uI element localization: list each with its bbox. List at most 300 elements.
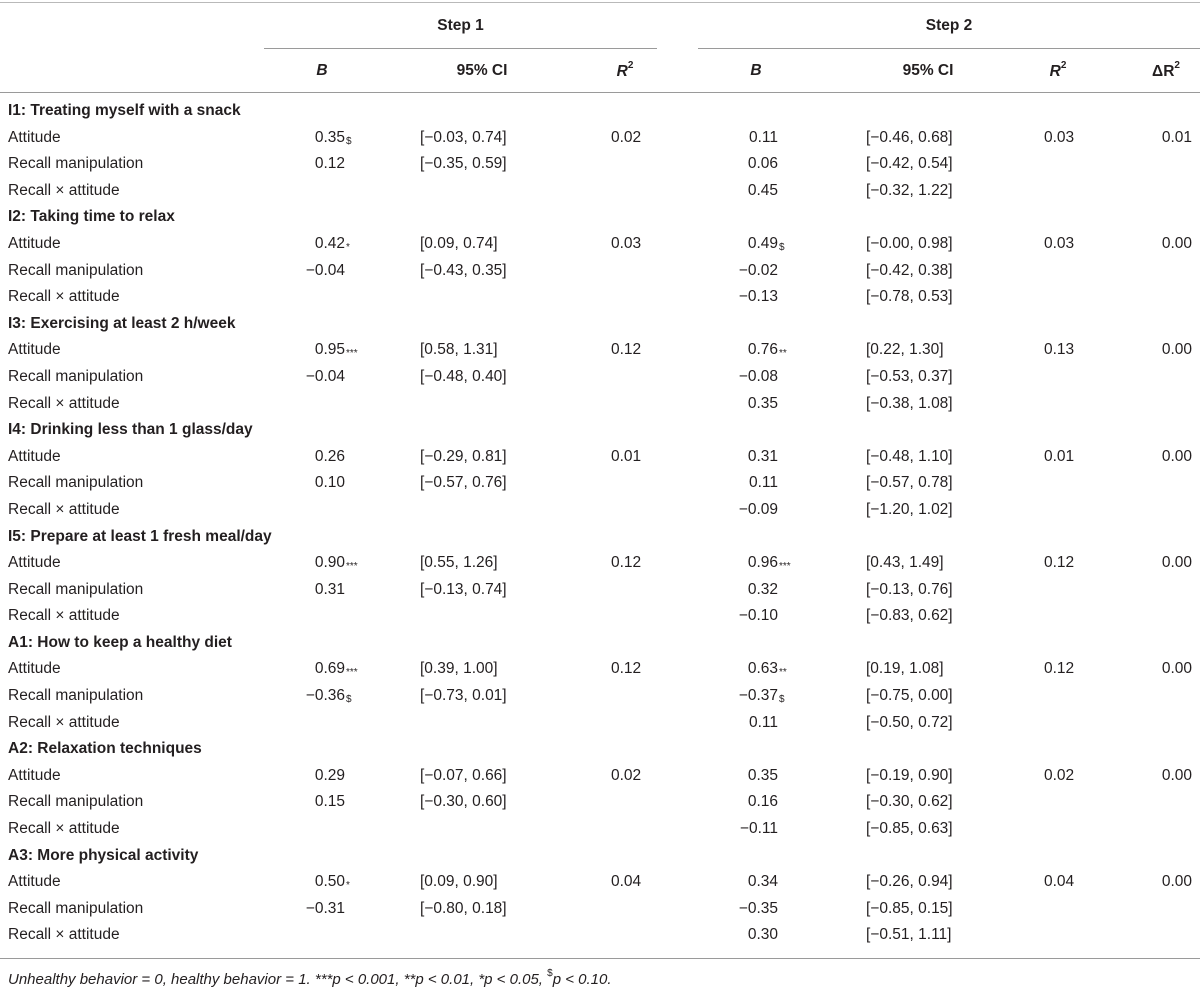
row-label <box>8 235 61 253</box>
step1-ci-cell <box>420 368 507 386</box>
group-header-row <box>0 417 1200 444</box>
step2-ci-cell <box>866 714 953 732</box>
step1-b-cell-value: −0.04 <box>305 367 345 385</box>
table-row <box>0 656 1200 683</box>
row-label <box>8 501 120 519</box>
step1-ci-cell <box>420 448 507 466</box>
step2-b-cell <box>747 660 787 679</box>
significance-marker: * <box>346 241 350 253</box>
step1-r2-cell-value: 0.12 <box>611 341 642 359</box>
step2-ci-cell-value: [−0.26, 0.94] <box>866 873 953 891</box>
step2-b-cell-value: 0.16 <box>747 793 778 811</box>
row-label-value: Attitude <box>8 660 61 678</box>
step1-ci-cell <box>420 341 498 359</box>
table-row <box>0 869 1200 896</box>
row-label <box>8 182 120 200</box>
table-top-rule <box>0 2 1200 3</box>
table-row <box>0 391 1200 418</box>
step1-ci-cell-value: [−0.30, 0.60] <box>420 793 507 811</box>
table-row <box>0 763 1200 790</box>
step1-r2-cell-value: 0.03 <box>611 234 642 252</box>
step1-ci-cell-value: [−0.07, 0.66] <box>420 766 507 784</box>
step2-b-cell <box>738 687 785 706</box>
step1-ci-cell <box>420 155 507 173</box>
step1-b-cell <box>315 155 345 173</box>
row-label-value: Attitude <box>8 554 61 572</box>
step2-r2-cell <box>1044 448 1074 466</box>
step2-ci-cell-value: [−0.38, 1.08] <box>866 394 953 412</box>
row-label <box>8 129 61 147</box>
row-label <box>8 607 120 625</box>
step2-ci-cell-value: [−0.85, 0.15] <box>866 899 953 917</box>
step2-ci-cell <box>866 182 953 200</box>
step2-b-cell <box>739 501 778 519</box>
step2-b-cell <box>748 155 778 173</box>
step1-r2-cell-value: 0.02 <box>611 766 642 784</box>
step2-b-cell-value: −0.13 <box>738 288 778 306</box>
step1-b-cell <box>306 368 345 386</box>
delta-r2-header: $\Delta R^2$ <box>1152 60 1180 81</box>
header-rule <box>0 92 1200 93</box>
row-label <box>8 155 143 173</box>
step1-b-cell <box>314 341 358 360</box>
group-title: I5: Prepare at least 1 fresh meal/day <box>8 527 272 545</box>
step1-b-cell <box>315 448 345 466</box>
step2-ci-cell <box>866 820 953 838</box>
row-label <box>8 767 61 785</box>
step1-r2-cell-value: 0.02 <box>611 128 642 146</box>
table-row <box>0 816 1200 843</box>
delta-r2-cell-value: 0.00 <box>1161 766 1192 784</box>
step1-b-cell-value: 0.10 <box>314 474 345 492</box>
step2-b-cell <box>749 474 778 492</box>
step1-b-cell <box>315 581 345 599</box>
delta-r2-cell <box>1162 767 1192 785</box>
step2-ci-cell-value: [0.43, 1.49] <box>866 554 944 572</box>
significance-marker: *** <box>346 561 358 573</box>
step2-b-cell-value: 0.63 <box>747 660 778 678</box>
group-title: A1: How to keep a healthy diet <box>8 633 232 651</box>
table-row <box>0 444 1200 471</box>
step2-ci-cell-value: [−0.78, 0.53] <box>866 288 953 306</box>
step1-ci-cell <box>420 767 507 785</box>
row-label-value: Recall manipulation <box>8 687 144 705</box>
step2-b-cell-value: 0.35 <box>747 394 778 412</box>
table-row <box>0 337 1200 364</box>
row-label-value: Attitude <box>8 341 61 359</box>
step1-ci-cell-value: [−0.03, 0.74] <box>420 128 507 146</box>
table-row <box>0 497 1200 524</box>
group-title: A2: Relaxation techniques <box>8 740 202 758</box>
row-label-value: Recall manipulation <box>8 580 144 598</box>
row-label-value: Recall manipulation <box>8 899 144 917</box>
row-label <box>8 368 143 386</box>
step1-ci-cell <box>420 873 498 891</box>
step2-b-cell-value: 0.34 <box>747 873 778 891</box>
step2-r2-cell <box>1044 873 1074 891</box>
significance-marker: $ <box>779 241 785 253</box>
table-row <box>0 125 1200 152</box>
step1-b-cell-value: 0.90 <box>314 554 345 572</box>
step1-b-cell-value: −0.31 <box>305 899 345 917</box>
step1-ci-cell-value: [−0.57, 0.76] <box>420 474 507 492</box>
step2-ci-cell <box>866 262 953 280</box>
step2-r2-cell-value: 0.12 <box>1044 554 1075 572</box>
delta-r2-cell-value: 0.00 <box>1161 341 1192 359</box>
step2-ci-cell-value: [−0.75, 0.00] <box>866 687 953 705</box>
group-header-row <box>0 311 1200 338</box>
step1-r2-header: $R^2$ <box>616 60 634 81</box>
step2-b-cell <box>748 448 778 466</box>
step1-r2-cell-value: 0.12 <box>611 660 642 678</box>
step1-ci-cell <box>420 474 507 492</box>
step2-b-cell-value: 0.31 <box>747 447 778 465</box>
step2-b-cell <box>739 262 778 280</box>
step2-b-cell <box>749 714 778 732</box>
row-label <box>8 288 120 306</box>
step2-b-cell-value: 0.35 <box>747 766 778 784</box>
step2-b-cell <box>748 395 778 413</box>
step1-b-cell-value: −0.36 <box>305 687 345 705</box>
step2-b-cell <box>747 341 787 360</box>
step2-r2-cell-value: 0.02 <box>1044 766 1075 784</box>
step2-ci-cell-value: [−0.57, 0.78] <box>866 474 953 492</box>
step1-b-cell-value: 0.95 <box>314 341 345 359</box>
delta-r2-cell-value: 0.00 <box>1161 873 1192 891</box>
row-label-value: Recall manipulation <box>8 261 144 279</box>
significance-marker: $ <box>346 694 352 706</box>
row-label-value: Recall manipulation <box>8 367 144 385</box>
step2-ci-cell <box>866 474 953 492</box>
step1-r2-cell <box>611 660 641 678</box>
delta-r2-cell <box>1162 873 1192 891</box>
step1-b-cell-value: 0.35 <box>314 128 345 146</box>
step2-r2-cell-value: 0.13 <box>1044 341 1075 359</box>
delta-r2-cell-value: 0.00 <box>1161 660 1192 678</box>
row-label-value: Recall × attitude <box>8 394 120 412</box>
step2-ci-cell-value: [−0.48, 1.10] <box>866 447 953 465</box>
step2-b-cell <box>748 767 778 785</box>
step1-ci-cell <box>420 581 507 599</box>
step2-ci-cell <box>866 767 953 785</box>
delta-r2-cell <box>1162 554 1192 572</box>
step1-b-cell-value: 0.15 <box>314 793 345 811</box>
step2-r2-header: $R^2$ <box>1049 60 1067 81</box>
step2-ci-cell-value: [−0.13, 0.76] <box>866 580 953 598</box>
group-title: I4: Drinking less than 1 glass/day <box>8 421 253 439</box>
step2-ci-cell <box>866 873 953 891</box>
row-label-value: Recall × attitude <box>8 500 120 518</box>
step2-rule <box>698 48 1200 49</box>
table-row <box>0 284 1200 311</box>
step2-ci-cell <box>866 448 953 466</box>
step1-ci-cell-value: [−0.43, 0.35] <box>420 261 507 279</box>
row-label <box>8 926 120 944</box>
step2-b-cell-value: 0.32 <box>747 580 778 598</box>
step2-b-cell <box>748 793 778 811</box>
table-row <box>0 258 1200 285</box>
step1-r2-cell-value: 0.04 <box>611 873 642 891</box>
step2-b-cell-value: −0.02 <box>738 261 778 279</box>
step2-b-cell-value: −0.11 <box>739 820 778 838</box>
step1-b-cell <box>306 900 345 918</box>
step2-b-cell-value: −0.37 <box>738 687 778 705</box>
table-row <box>0 603 1200 630</box>
step1-r2-cell <box>611 341 641 359</box>
table-row <box>0 178 1200 205</box>
step1-b-cell-value: 0.12 <box>314 155 345 173</box>
delta-r2-cell <box>1162 448 1192 466</box>
step1-r2-cell <box>611 767 641 785</box>
step1-b-cell-value: 0.26 <box>314 447 345 465</box>
step2-ci-cell <box>866 793 953 811</box>
step2-b-cell-value: 0.76 <box>747 341 778 359</box>
step1-b-cell-value: 0.29 <box>314 766 345 784</box>
step2-b-cell-value: −0.35 <box>738 899 778 917</box>
step2-r2-cell <box>1044 341 1074 359</box>
step1-b-cell <box>314 234 350 253</box>
step1-r2-cell <box>611 873 641 891</box>
delta-r2-cell <box>1162 660 1192 678</box>
step2-b-cell-value: −0.09 <box>738 500 778 518</box>
group-title: A3: More physical activity <box>8 846 199 864</box>
step2-r2-cell-value: 0.03 <box>1044 234 1075 252</box>
group-title: I3: Exercising at least 2 h/week <box>8 314 236 332</box>
step2-b-cell-value: 0.06 <box>747 155 778 173</box>
table-row <box>0 789 1200 816</box>
step2-r2-cell <box>1044 767 1074 785</box>
step2-b-cell <box>739 607 778 625</box>
delta-r2-cell <box>1162 129 1192 147</box>
step1-b-cell-value: 0.69 <box>314 660 345 678</box>
delta-r2-cell-value: 0.00 <box>1161 447 1192 465</box>
step2-b-cell-value: −0.10 <box>738 607 778 625</box>
step2-r2-cell <box>1044 660 1074 678</box>
step1-b-cell <box>314 873 350 892</box>
step2-b-cell <box>748 873 778 891</box>
step2-ci-cell-value: [−0.32, 1.22] <box>866 181 953 199</box>
step2-ci-cell <box>866 235 953 253</box>
delta-r2-cell <box>1162 341 1192 359</box>
step1-ci-cell-value: [0.09, 0.90] <box>420 873 498 891</box>
step1-ci-cell-value: [−0.73, 0.01] <box>420 687 507 705</box>
row-label <box>8 448 61 466</box>
step2-b-cell-value: 0.49 <box>747 234 778 252</box>
step1-b-header: B <box>316 62 328 79</box>
step2-ci-cell-value: [−0.50, 0.72] <box>866 713 953 731</box>
step2-ci-cell <box>866 129 953 147</box>
step1-r2-cell <box>611 448 641 466</box>
step2-b-cell-value: 0.45 <box>747 181 778 199</box>
step2-b-cell-value: 0.11 <box>748 474 778 492</box>
table-footnote: Unhealthy behavior = 0, healthy behavior = 1. ***p < 0.001, **p < 0.01, *p < 0.05, $p < 0.10. <box>8 968 612 988</box>
step2-b-cell <box>739 288 778 306</box>
step2-b-cell-value: 0.30 <box>747 926 778 944</box>
step1-ci-cell-value: [−0.48, 0.40] <box>420 367 507 385</box>
step2-b-cell <box>748 182 778 200</box>
step2-ci-cell-value: [−0.19, 0.90] <box>866 766 953 784</box>
step2-ci-cell <box>866 395 953 413</box>
significance-marker: ** <box>779 667 787 679</box>
row-label-value: Recall × attitude <box>8 181 120 199</box>
step1-b-cell <box>314 554 358 573</box>
step1-ci-cell-value: [−0.29, 0.81] <box>420 447 507 465</box>
significance-marker: $ <box>779 694 785 706</box>
step1-b-cell-value: 0.31 <box>314 580 345 598</box>
significance-marker: * <box>346 880 350 892</box>
step1-r2-cell-value: 0.12 <box>611 554 642 572</box>
table-row <box>0 896 1200 923</box>
step1-r2-cell-value: 0.01 <box>611 447 642 465</box>
row-label-value: Attitude <box>8 873 61 891</box>
row-label-value: Recall × attitude <box>8 820 120 838</box>
step2-ci-cell-value: [0.19, 1.08] <box>866 660 944 678</box>
delta-r2-cell-value: 0.01 <box>1161 128 1192 146</box>
step2-ci-cell <box>866 155 953 173</box>
significance-marker: ** <box>779 348 787 360</box>
step1-rule <box>264 48 657 49</box>
row-label <box>8 714 120 732</box>
step1-ci-cell-value: [−0.80, 0.18] <box>420 899 507 917</box>
step1-b-cell <box>315 474 345 492</box>
step2-b-cell <box>747 234 785 253</box>
step1-ci-cell <box>420 660 498 678</box>
row-label-value: Recall × attitude <box>8 607 120 625</box>
step2-r2-cell-value: 0.03 <box>1044 128 1075 146</box>
step2-r2-cell-value: 0.12 <box>1044 660 1075 678</box>
group-header-row <box>0 736 1200 763</box>
step2-b-cell <box>748 926 778 944</box>
row-label-value: Recall manipulation <box>8 793 144 811</box>
table-body <box>0 98 1200 949</box>
significance-marker: *** <box>346 348 358 360</box>
step2-r2-cell <box>1044 554 1074 572</box>
group-title: I2: Taking time to relax <box>8 208 175 226</box>
step2-ci-cell <box>866 660 944 678</box>
step1-b-cell <box>315 793 345 811</box>
step1-b-cell-value: 0.42 <box>314 234 345 252</box>
row-label-value: Recall × attitude <box>8 288 120 306</box>
row-label <box>8 660 61 678</box>
step2-b-cell-value: 0.96 <box>747 554 778 572</box>
table-row <box>0 710 1200 737</box>
step1-ci-cell-value: [0.55, 1.26] <box>420 554 498 572</box>
step2-ci-cell-value: [−0.46, 0.68] <box>866 128 953 146</box>
step2-ci-cell <box>866 368 953 386</box>
step1-ci-header: 95% CI <box>456 62 508 79</box>
row-label-value: Attitude <box>8 234 61 252</box>
step2-r2-cell-value: 0.01 <box>1044 447 1075 465</box>
step2-ci-header: 95% CI <box>902 62 954 79</box>
step1-r2-cell <box>611 129 641 147</box>
step2-ci-cell-value: [−0.53, 0.37] <box>866 367 953 385</box>
group-title: I1: Treating myself with a snack <box>8 102 241 119</box>
step1-r2-cell <box>611 235 641 253</box>
step2-b-cell <box>748 581 778 599</box>
delta-r2-cell <box>1162 235 1192 253</box>
group-header-row <box>0 98 1200 125</box>
step1-ci-cell-value: [0.09, 0.74] <box>420 234 498 252</box>
step2-ci-cell <box>866 554 944 572</box>
row-label-value: Recall manipulation <box>8 155 144 173</box>
step1-b-cell <box>314 128 352 147</box>
row-label-value: Attitude <box>8 766 61 784</box>
step1-b-cell <box>305 687 352 706</box>
table-row <box>0 231 1200 258</box>
table-row <box>0 151 1200 178</box>
row-label <box>8 820 120 838</box>
step1-b-cell <box>315 767 345 785</box>
step2-ci-cell <box>866 288 953 306</box>
significance-marker: $ <box>346 135 352 147</box>
step1-ci-cell <box>420 687 507 705</box>
row-label <box>8 395 120 413</box>
step2-b-cell <box>749 129 778 147</box>
row-label <box>8 687 143 705</box>
step2-ci-cell <box>866 581 953 599</box>
table-row <box>0 683 1200 710</box>
step2-ci-cell-value: [−0.51, 1.11] <box>866 926 952 944</box>
step2-b-cell <box>740 820 778 838</box>
significance-marker: *** <box>779 561 791 573</box>
row-label-value: Recall × attitude <box>8 713 120 731</box>
row-label-value: Attitude <box>8 128 61 146</box>
step2-r2-cell <box>1044 235 1074 253</box>
row-label <box>8 341 61 359</box>
step2-ci-cell-value: [−0.42, 0.54] <box>866 155 953 173</box>
step1-b-cell-value: −0.04 <box>305 261 345 279</box>
step1-b-cell <box>306 262 345 280</box>
step1-ci-cell <box>420 554 498 572</box>
step2-ci-cell <box>866 926 951 944</box>
step1-ci-cell <box>420 900 507 918</box>
group-header-row <box>0 843 1200 870</box>
step1-header: Step 1 <box>437 17 484 34</box>
group-header-row <box>0 630 1200 657</box>
table-row <box>0 470 1200 497</box>
step1-ci-cell-value: [−0.13, 0.74] <box>420 580 507 598</box>
step2-ci-cell-value: [−0.85, 0.63] <box>866 820 953 838</box>
row-label <box>8 554 61 572</box>
step2-ci-cell-value: [−0.30, 0.62] <box>866 793 953 811</box>
step2-ci-cell <box>866 341 944 359</box>
step1-ci-cell-value: [−0.35, 0.59] <box>420 155 507 173</box>
step2-header: Step 2 <box>925 17 973 34</box>
step2-ci-cell-value: [0.22, 1.30] <box>866 341 944 359</box>
row-label <box>8 793 143 811</box>
step2-ci-cell <box>866 607 953 625</box>
step2-b-cell <box>747 554 791 573</box>
step2-ci-cell <box>866 501 953 519</box>
step2-b-cell <box>739 368 778 386</box>
table-row <box>0 550 1200 577</box>
step2-ci-cell-value: [−0.00, 0.98] <box>866 234 953 252</box>
step2-b-header: B <box>750 62 762 79</box>
step1-ci-cell-value: [0.58, 1.31] <box>420 341 498 359</box>
row-label <box>8 581 143 599</box>
row-label <box>8 900 143 918</box>
step2-b-cell-value: 0.11 <box>748 128 778 146</box>
step2-ci-cell-value: [−0.83, 0.62] <box>866 607 953 625</box>
step1-r2-cell <box>611 554 641 572</box>
step1-ci-cell <box>420 262 507 280</box>
step1-ci-cell <box>420 129 507 147</box>
group-header-row <box>0 524 1200 551</box>
table-bottom-rule <box>0 958 1200 959</box>
delta-r2-cell-value: 0.00 <box>1161 234 1192 252</box>
row-label <box>8 474 143 492</box>
step2-b-cell <box>739 900 778 918</box>
